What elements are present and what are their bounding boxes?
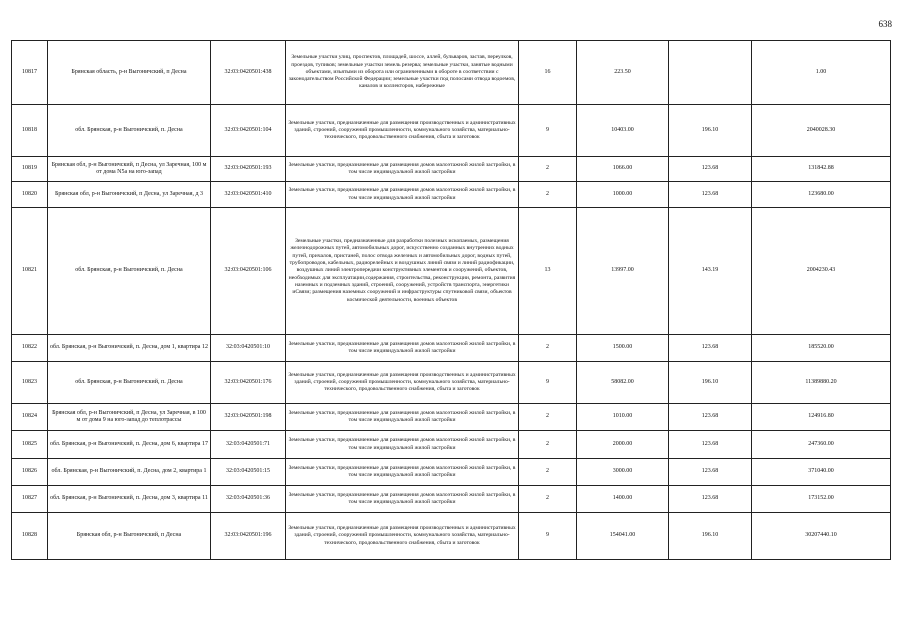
cadastral-value-cell: 30207440.10 [752,513,891,560]
table-row [12,335,891,362]
rate-cell: 123.68 [669,486,752,513]
row-number: 10826 [12,459,48,486]
area-cell: 1500.00 [577,335,669,362]
rate-cell [669,41,752,105]
row-number: 10819 [12,157,48,182]
table-row [12,431,891,459]
cadastral-value-cell: 247360.00 [752,431,891,459]
cadastral-number-cell: 32:03:0420501:15 [211,459,286,486]
row-number: 10823 [12,362,48,404]
cadastral-value-cell: 371040.00 [752,459,891,486]
table-row [12,404,891,431]
land-category-cell: Земельные участки, предназначенные для размещения домов малоэтажной жилой застройки, в том числе индивидуальной жилой застройки [286,335,519,362]
category-code-cell: 9 [519,105,577,157]
address-cell: обл. Брянская, р-н Выгоничский, п. Десна [48,362,211,404]
cadastral-number-cell: 32:03:0420501:438 [211,41,286,105]
cadastral-number-cell: 32:03:0420501:36 [211,486,286,513]
address-cell: Брянская обл, р-н Выгоничский, п Десна, ул Заречная, 100 м от дома N5а на юго-запад [48,157,211,182]
cadastral-number-cell: 32:03:0420501:106 [211,208,286,335]
area-cell: 13997.00 [577,208,669,335]
cadastral-value-cell: 11389880.20 [752,362,891,404]
address-cell: обл. Брянская, р-н Выгоничский, п. Десна [48,208,211,335]
rate-cell: 123.68 [669,335,752,362]
table-row [12,157,891,182]
row-number: 10820 [12,182,48,208]
area-cell: 58082.00 [577,362,669,404]
category-code-cell: 2 [519,486,577,513]
area-cell: 10403.00 [577,105,669,157]
page-number: 638 [878,19,892,29]
rate-cell: 143.19 [669,208,752,335]
land-category-cell: Земельные участки, предназначенные для размещения домов малоэтажной жилой застройки, в том числе индивидуальной жилой застройки [286,431,519,459]
address-cell: Брянская обл, р-н Выгоничский, п Десна [48,513,211,560]
area-cell: 1400.00 [577,486,669,513]
cadastral-number-cell: 32:03:0420501:193 [211,157,286,182]
cadastral-number-cell: 32:03:0420501:410 [211,182,286,208]
category-code-cell: 13 [519,208,577,335]
land-category-cell: Земельные участки, предназначенные для размещения домов малоэтажной жилой застройки, в том числе индивидуальной жилой застройки [286,404,519,431]
area-cell: 1066.00 [577,157,669,182]
row-number: 10818 [12,105,48,157]
address-cell: обл. Брянская, р-н Выгоничский, п. Десна, дом 3, квартира 11 [48,486,211,513]
category-code-cell: 2 [519,431,577,459]
land-category-cell: Земельные участки, предназначенные для размещения производственных и административных зданий, строений, сооружений промышленности, коммунального хозяйства, материально-технического, продовольственного снабжения, сбыта и заготовок [286,513,519,560]
category-code-cell: 2 [519,459,577,486]
rate-cell: 123.68 [669,404,752,431]
land-category-cell: Земельные участки, предназначенные для размещения домов малоэтажной жилой застройки, в том числе индивидуальной жилой застройки [286,157,519,182]
row-number: 10824 [12,404,48,431]
area-cell: 1000.00 [577,182,669,208]
row-number: 10828 [12,513,48,560]
land-category-cell: Земельные участки улиц, проспектов, площадей, шоссе, аллей, бульваров, застав, переулков, проездов, тупиков; земельные участки земель резерва; земельные участки, занятые водными объектами, изъятыми из оборота или ограниченными в обороте в соответствии с законодательством Российской Федерации; земельные участки под полосами отвода водоемов, каналов и коллекторов, набережные [286,41,519,105]
cadastral-value-cell: 185520.00 [752,335,891,362]
category-code-cell: 9 [519,362,577,404]
rate-cell: 123.68 [669,157,752,182]
cadastral-number-cell: 32:03:0420501:10 [211,335,286,362]
rate-cell: 123.68 [669,182,752,208]
land-category-cell: Земельные участки, предназначенные для размещения домов малоэтажной жилой застройки, в том числе индивидуальной жилой застройки [286,486,519,513]
table-row [12,459,891,486]
cadastral-number-cell: 32:03:0420501:104 [211,105,286,157]
table-row [12,105,891,157]
rate-cell: 123.68 [669,431,752,459]
table-row [12,513,891,560]
rate-cell: 123.68 [669,459,752,486]
address-cell: Брянская обл, р-н Выгоничский, п Десна, ул Заречная, в 100 м от дома 9 на юго-запад до теплотрассы [48,404,211,431]
category-code-cell: 2 [519,157,577,182]
land-cadastral-table [11,40,891,560]
address-cell: обл. Брянская, р-н Выгоничский, п. Десна, дом 2, квартира 1 [48,459,211,486]
table-row [12,41,891,105]
cadastral-value-cell: 2004230.43 [752,208,891,335]
rate-cell: 196.10 [669,362,752,404]
row-number: 10822 [12,335,48,362]
table-body [12,41,891,560]
category-code-cell: 9 [519,513,577,560]
table-row [12,362,891,404]
category-code-cell: 2 [519,182,577,208]
area-cell: 154041.00 [577,513,669,560]
table-row [12,208,891,335]
area-cell: 1010.00 [577,404,669,431]
area-cell: 223.50 [577,41,669,105]
cadastral-number-cell: 32:03:0420501:71 [211,431,286,459]
row-number: 10821 [12,208,48,335]
address-cell: Брянская область, р-н Выгоничский, п Десна [48,41,211,105]
table-row [12,182,891,208]
cadastral-value-cell: 123680.00 [752,182,891,208]
land-category-cell: Земельные участки, предназначенные для размещения производственных и административных зданий, строений, сооружений промышленности, коммунального хозяйства, материально-технического, продовольственного снабжения, сбыта и заготовок [286,362,519,404]
row-number: 10817 [12,41,48,105]
cadastral-value-cell: 124916.80 [752,404,891,431]
category-code-cell: 16 [519,41,577,105]
table-row [12,486,891,513]
area-cell: 3000.00 [577,459,669,486]
cadastral-number-cell: 32:03:0420501:196 [211,513,286,560]
rate-cell: 196.10 [669,105,752,157]
address-cell: обл. Брянская, р-н Выгоничский, п. Десна, дом 6, квартира 17 [48,431,211,459]
rate-cell: 196.10 [669,513,752,560]
area-cell: 2000.00 [577,431,669,459]
cadastral-value-cell: 131842.88 [752,157,891,182]
category-code-cell: 2 [519,404,577,431]
cadastral-value-cell: 173152.00 [752,486,891,513]
row-number: 10827 [12,486,48,513]
cadastral-number-cell: 32:03:0420501:198 [211,404,286,431]
cadastral-value-cell: 1.00 [752,41,891,105]
land-category-cell: Земельные участки, предназначенные для разработки полезных ископаемых, размещения железнодорожных путей, автомобильных дорог, искусственно созданных внутренних водных путей, причалов, пристаней, полос отвода железных и автомобильных дорог, водных путей, трубопроводов, кабельных, радиорелейных и воздушных линий связи и линий радиофикации, воздушных линий электропередачи конструктивных элементов и сооружений, объектов, необходимых для эксплуатации,содержания, строительства, реконструкции, ремонта, развития наземных и подземных зданий, строений, сооружений, устройств транспорта, энергетики иСвязи; размещения наземных сооружений и инфраструктуры спутниковой связи, объектов космической деятельности, военных объектов [286,208,519,335]
address-cell: обл. Брянская, р-н Выгоничский, п. Десна, дом 1, квартира 12 [48,335,211,362]
cadastral-value-cell: 2040028.30 [752,105,891,157]
row-number: 10825 [12,431,48,459]
land-category-cell: Земельные участки, предназначенные для размещения домов малоэтажной жилой застройки, в том числе индивидуальной жилой застройки [286,182,519,208]
address-cell: Брянская обл, р-н Выгоничский, п Десна, ул Заречная, д 3 [48,182,211,208]
land-category-cell: Земельные участки, предназначенные для размещения домов малоэтажной жилой застройки, в том числе индивидуальной жилой застройки [286,459,519,486]
cadastral-number-cell: 32:03:0420501:176 [211,362,286,404]
address-cell: обл. Брянская, р-н Выгоничский, п. Десна [48,105,211,157]
land-category-cell: Земельные участки, предназначенные для размещения производственных и административных зданий, строений, сооружений промышленности, коммунального хозяйства, материально-технического, продовольственного снабжения, сбыта и заготовок [286,105,519,157]
category-code-cell: 2 [519,335,577,362]
